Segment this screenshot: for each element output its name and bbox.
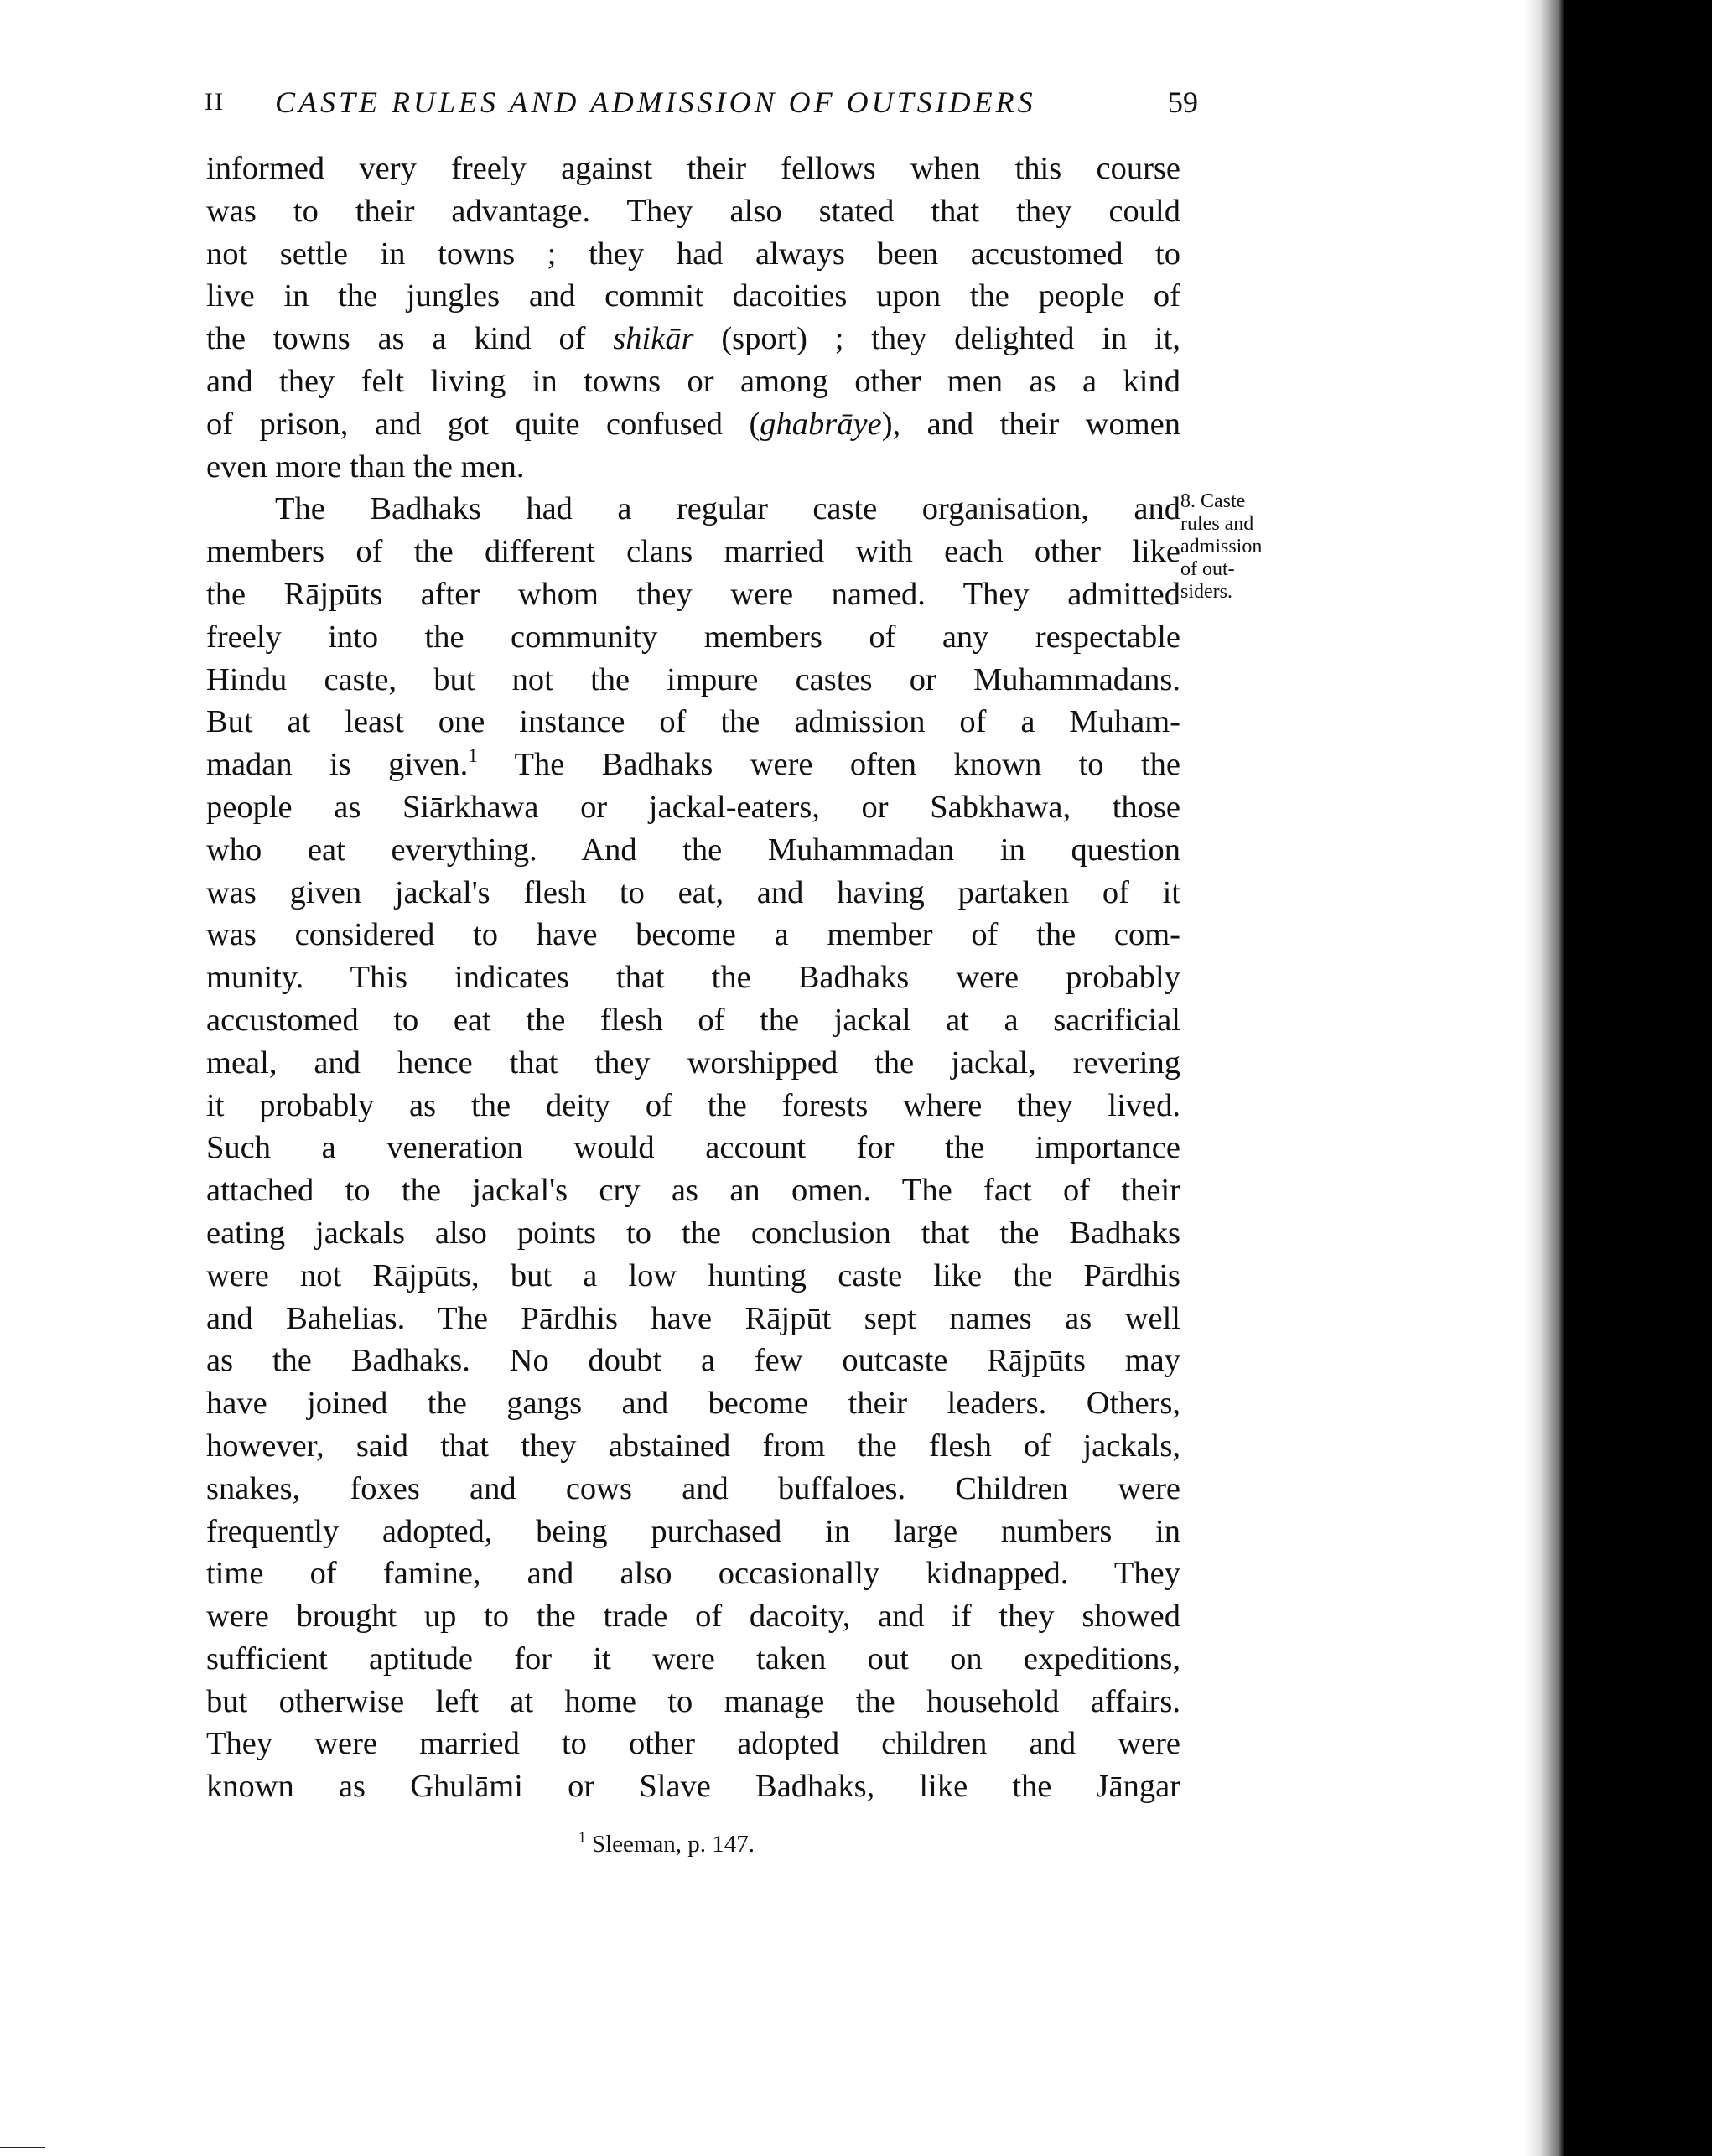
running-header: [205, 81, 1198, 123]
text-line: members of the different clans married with each other like: [206, 534, 1180, 570]
chapter-number: II: [205, 88, 225, 116]
text-line: munity. This indicates that the Badhaks were probably: [206, 960, 1180, 996]
text-line: Hindu caste, but not the impure castes or Muhammadans.: [206, 661, 1180, 697]
running-title: CASTE RULES AND ADMISSION OF OUTSIDERS: [275, 86, 1036, 119]
text-line: They were married to other adopted children and were: [206, 1726, 1180, 1762]
footnote-marker: 1: [468, 744, 478, 767]
text-line: and they felt living in towns or among other men as a kind: [206, 363, 1180, 399]
margin-note-line: rules and: [1180, 513, 1254, 535]
text-line: were not Rājpūts, but a low hunting caste like the Pārdhis: [206, 1257, 1180, 1293]
text-line: eating jackals also points to the conclusion that the Badhaks: [206, 1215, 1180, 1251]
book-spine-edge: [1564, 0, 1712, 2156]
footnote-text: Sleeman, p. 147.: [591, 1831, 755, 1858]
margin-note: [1180, 490, 1315, 604]
text-segment: of prison, and got quite confused (: [206, 406, 760, 442]
text-line-footnote-ref: [206, 744, 1180, 786]
text-line: people as Siārkhawa or jackal-eaters, or Sabkhawa, those: [206, 789, 1180, 825]
margin-note-line: of out-: [1180, 558, 1235, 580]
text-line: was to their advantage. They also stated that they could: [206, 193, 1180, 229]
page-number: 59: [1168, 86, 1198, 119]
text-line: have joined the gangs and become their leaders. Others,: [206, 1386, 1180, 1422]
text-line: and Bahelias. The Pārdhis have Rājpūt sept names as well: [206, 1300, 1180, 1336]
text-segment: madan is given.: [206, 747, 469, 783]
text-line: was given jackal's flesh to eat, and having partaken of it: [206, 874, 1180, 910]
text-line: not settle in towns ; they had always been accustomed to: [206, 236, 1180, 272]
text-line: who eat everything. And the Muhammadan in question: [206, 832, 1180, 868]
text-line: The Badhaks had a regular caste organisation, and: [275, 491, 1180, 527]
text-line: snakes, foxes and cows and buffaloes. Children were: [206, 1470, 1180, 1506]
text-line: frequently adopted, being purchased in large numbers in: [206, 1513, 1180, 1549]
margin-note-line: siders.: [1180, 581, 1232, 603]
text-segment: the towns as a kind of: [206, 321, 614, 357]
text-line: were brought up to the trade of dacoity, and if they showed: [206, 1599, 1180, 1635]
margin-note-line: 8. Caste: [1180, 490, 1246, 512]
text-line: live in the jungles and commit dacoities upon the people of: [206, 278, 1180, 314]
text-line-shikar: [206, 318, 1180, 360]
text-line: however, said that they abstained from the flesh of jackals,: [206, 1428, 1180, 1464]
text-line-ghabraye: [206, 403, 1180, 446]
text-line: Such a veneration would account for the importance: [206, 1130, 1180, 1166]
text-line: it probably as the deity of the forests where they lived.: [206, 1087, 1180, 1123]
book-gutter-shadow: [1524, 0, 1564, 2156]
italic-word-shikar: shikār: [613, 321, 694, 357]
text-line: even more than the men.: [206, 448, 525, 485]
italic-word-ghabraye: ghabrāye: [760, 406, 882, 442]
footnote: [578, 1827, 755, 1861]
text-line: but otherwise left at home to manage the household affairs.: [206, 1683, 1180, 1719]
text-segment: ), and their women: [881, 406, 1180, 442]
scan-mark: [0, 2147, 45, 2148]
text-line: accustomed to eat the flesh of the jackal at a sacrificial: [206, 1002, 1180, 1038]
text-line: known as Ghulāmi or Slave Badhaks, like the Jāngar: [206, 1769, 1180, 1805]
text-line: meal, and hence that they worshipped the jackal, revering: [206, 1044, 1180, 1081]
text-segment: (sport) ; they delighted in it,: [693, 321, 1180, 357]
text-line: the Rājpūts after whom they were named. They admitted: [206, 576, 1180, 612]
text-line: But at least one instance of the admission of a Muham-: [206, 704, 1180, 740]
body-text: [206, 148, 1180, 1808]
text-line: as the Badhaks. No doubt a few outcaste Rājpūts may: [206, 1343, 1180, 1379]
text-line: freely into the community members of any respectable: [206, 619, 1180, 655]
text-line: informed very freely against their fellows when this course: [206, 151, 1180, 186]
margin-note-line: admission: [1180, 536, 1263, 557]
text-line: sufficient aptitude for it were taken out on expeditions,: [206, 1640, 1180, 1677]
text-line: attached to the jackal's cry as an omen. The fact of their: [206, 1173, 1180, 1209]
text-line: was considered to have become a member of the com-: [206, 917, 1180, 953]
text-line: time of famine, and also occasionally kidnapped. They: [206, 1556, 1180, 1592]
footnote-number: 1: [578, 1828, 586, 1846]
text-segment: The Badhaks were often known to the: [477, 747, 1180, 783]
